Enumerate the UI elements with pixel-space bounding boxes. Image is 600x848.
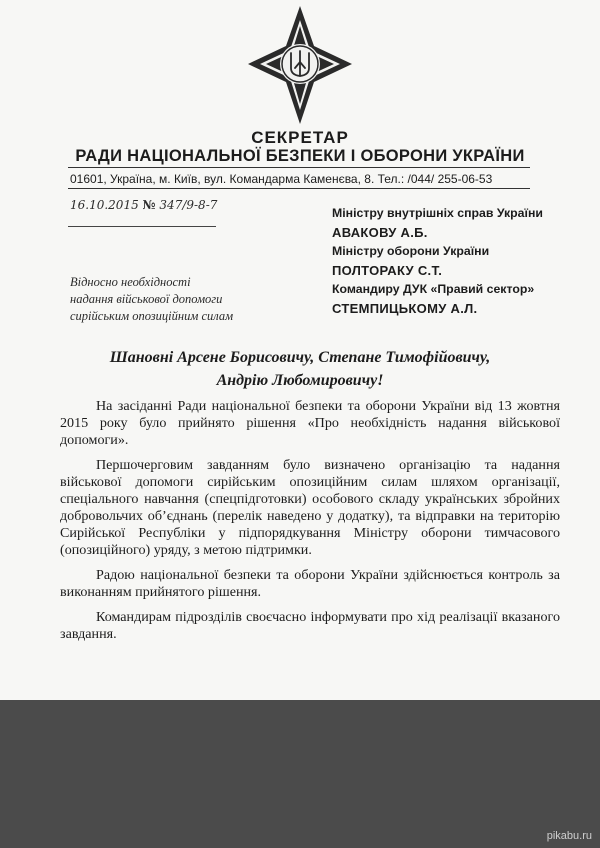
addressee-block <box>332 204 543 318</box>
document-date: 16.10.2015 <box>70 198 139 212</box>
document-number-value: 347/9-8-7 <box>159 198 218 212</box>
subject-line: надання військової допомоги <box>70 292 223 306</box>
redacted-band <box>0 700 600 848</box>
addressee-line: СТЕМПИЦЬКОМУ А.Л. <box>332 301 478 316</box>
addressee-line: Міністру оборони України <box>332 244 490 258</box>
salutation <box>0 346 600 392</box>
salutation-line-1: Шановні Арсене Борисовичу, Степане Тимофійовичу, <box>109 349 491 366</box>
addressee-line: АВАКОВУ А.Б. <box>332 225 428 240</box>
subject-block <box>70 274 233 325</box>
title-line-1: СЕКРЕТАР <box>251 128 349 147</box>
address-line: 01601, Україна, м. Київ, вул. Командарма Каменєва, 8. Тел.: /044/ 255-06-53 <box>70 172 493 186</box>
document-number <box>70 198 217 212</box>
header-divider <box>68 167 530 168</box>
nsdc-emblem-icon <box>248 6 352 124</box>
body-paragraph: На засіданні Ради національної безпеки та оборони України від 13 жовтня 2015 року було прийнято рішення «Про необхідність надання військової допомоги». <box>60 398 560 448</box>
salutation-line-2: Андрію Любомировичу! <box>216 372 384 389</box>
subject-line: Відносно необхідності <box>70 275 191 289</box>
watermark: pikabu.ru <box>546 830 592 842</box>
body-paragraph: Командирам підрозділів своєчасно інформувати про хід реалізації вказаного завдання. <box>60 609 560 642</box>
subject-line: сирійським опозиційним силам <box>70 309 234 323</box>
letter-body <box>60 398 560 651</box>
addressee-line: Міністру внутрішніх справ України <box>332 206 543 220</box>
body-paragraph: Радою національної безпеки та оборони України здійснюється контроль за виконанням прийнятого рішення. <box>60 567 560 600</box>
body-paragraph: Першочерговим завданням було визначено організацію та надання військової допомоги сирійським опозиційним силам шляхом організації, спеціального навчання (спецпідготовки) особового складу українських збройних добровольчих об’єднань (перелік наведено у додатку), та відправки на територію Сирійської Республіки у підпорядкування Міністру оборони тимчасового (опозиційного) уряду, з метою підтримки. <box>60 457 560 558</box>
address-divider <box>68 188 530 189</box>
title-line-2: РАДИ НАЦІОНАЛЬНОЇ БЕЗПЕКИ І ОБОРОНИ УКРАЇНИ <box>75 147 525 165</box>
addressee-line: ПОЛТОРАКУ С.Т. <box>332 263 443 278</box>
number-label: № <box>142 198 156 212</box>
addressee-line: Командиру ДУК «Правий сектор» <box>332 282 535 296</box>
number-underline <box>68 226 216 227</box>
